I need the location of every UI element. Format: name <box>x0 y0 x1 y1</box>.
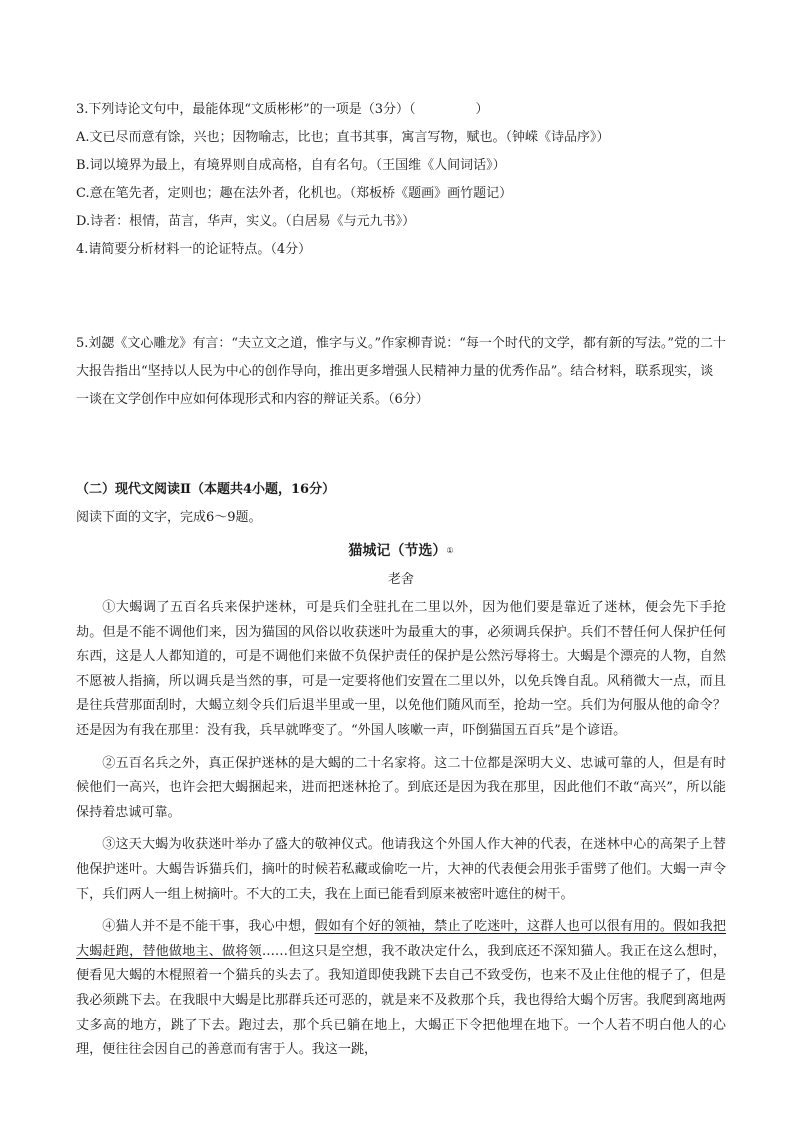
question-3-stem: 3.下列诗论文句中，最能体现“文质彬彬”的一项是（3分） <box>76 102 409 117</box>
paragraph-4-rest: ……但这只是空想，我不敢决定什么，我到底还不深知猫人。我正在这么想时，便看见大蝎的木棍照着一个猫兵的头去了。我知道即使我跳下去自己不致受伤，也来不及止住他的棍子了，但是我必须跳下去。在我眼中大蝎是比那群兵还可恶的，就是来不及救那个兵，我也得给大蝎个厉害。我爬到离地两丈多高的地方，跳了下去。跑过去，那个兵已躺在地上，大蝎正下令把他埋在地下。一个人若不明白他人的心理，便往往会因自己的善意而有害于人。我这一跳， <box>76 943 727 1058</box>
underlined-sentence: 假如有个好的领袖，禁止了吃迷叶，这群人也可以很有用的。假如我把大蝎赶跑，替他做地主、做将领 <box>76 919 727 959</box>
option-a: A.文已尽而意有馀，兴也；因物喻志，比也；直书其事，寓言写物，赋也。（钟嵘《诗品序》） <box>76 130 610 145</box>
paragraph-2: ②五百名兵之外，真正保护迷林的是大蝎的二十名家将。这二十位都是深明大义、忠诚可靠的人，但是有时候他们一高兴，也许会把大蝎捆起来，进而把迷林抢了。到底还是因为我在那里，因此他们不敢“高兴”，所以能保持着忠诚可靠。 <box>76 755 726 820</box>
answer-space <box>76 414 726 476</box>
paragraph-4 <box>76 915 726 1063</box>
option-d: D.诗者：根情，苗言，华声，实义。（白居易《与元九书》） <box>76 214 416 229</box>
answer-paren-close: ） <box>475 102 489 117</box>
option-c: C.意在笔先者，定则也；趣在法外者，化机也。（郑板桥《题画》画竹题记） <box>76 186 513 201</box>
answer-paren-open: （ <box>408 102 416 117</box>
question-5: 5.刘勰《文心雕龙》有言：“夫立文之道，惟字与义。”作家柳青说：“每一个时代的文学，都有新的写法。”党的二十大报告指出“坚持以人民为中心的创作导向，推出更多增强人民精神力量的优秀作品”。结合材料，联系现实，谈一谈在文学创作中应如何体现形式和内容的辩证关系。（6分） <box>76 336 726 407</box>
paragraph-4-start: ④猫人并不是不能干事，我心中想， <box>102 919 315 935</box>
question-4: 4.请简要分析材料一的论证特点。（4分） <box>76 242 312 257</box>
answer-space <box>76 264 726 330</box>
section-heading: （二）现代文阅读Ⅱ（本题共4小题，16分） <box>76 482 336 497</box>
question-3 <box>76 96 726 124</box>
passage-author: 老舍 <box>387 572 414 587</box>
option-b: B.词以境界为最上，有境界则自成高格，自有名句。（王国维《人间词话》） <box>76 158 506 173</box>
paragraph-3: ③这天大蝎为收获迷叶举办了盛大的敬神仪式。他请我这个外国人作大神的代表，在迷林中心的高架子上替他保护迷叶。大蝎告诉猫兵们，摘叶的时候若私藏或偷吃一片，大神的代表便会用张手雷劈了他们。大蝎一声令下，兵们两人一组上树摘叶。不大的工夫，我在上面已能看到原来被密叶遮住的树干。 <box>76 837 726 902</box>
document-page <box>76 96 726 1071</box>
passage-title <box>76 536 726 566</box>
paragraph-1: ①大蝎调了五百名兵来保护迷林，可是兵们全驻扎在二里以外，因为他们要是靠近了迷林，便会先下手抢劫。但是不能不调他们来，因为猫国的风俗以收获迷叶为最重大的事，必须调兵保护。兵们不替任何人保护任何东西，这是人人都知道的，可是不调他们来做不负保护责任的保护是公然污辱将士。大蝎是个漂亮的人物，自然不愿被人指摘，所以调兵是当然的事，可是一定要将他们安置在二里以外，以免兵馋自乱。风稍微大一点，而且是往兵营那面刮时，大蝎立刻令兵们后退半里或一里，以免他们随风而至，抢劫一空。兵们为何服从他的命令？还是因为有我在那里：没有我，兵早就哗变了。“外国人咳嗽一声，吓倒猫国五百兵”是个谚语。 <box>76 600 726 738</box>
footnote-marker: ① <box>446 546 454 555</box>
reading-instruction: 阅读下面的文字，完成6～9题。 <box>76 510 262 525</box>
passage-title-text: 猫城记（节选） <box>348 543 447 559</box>
